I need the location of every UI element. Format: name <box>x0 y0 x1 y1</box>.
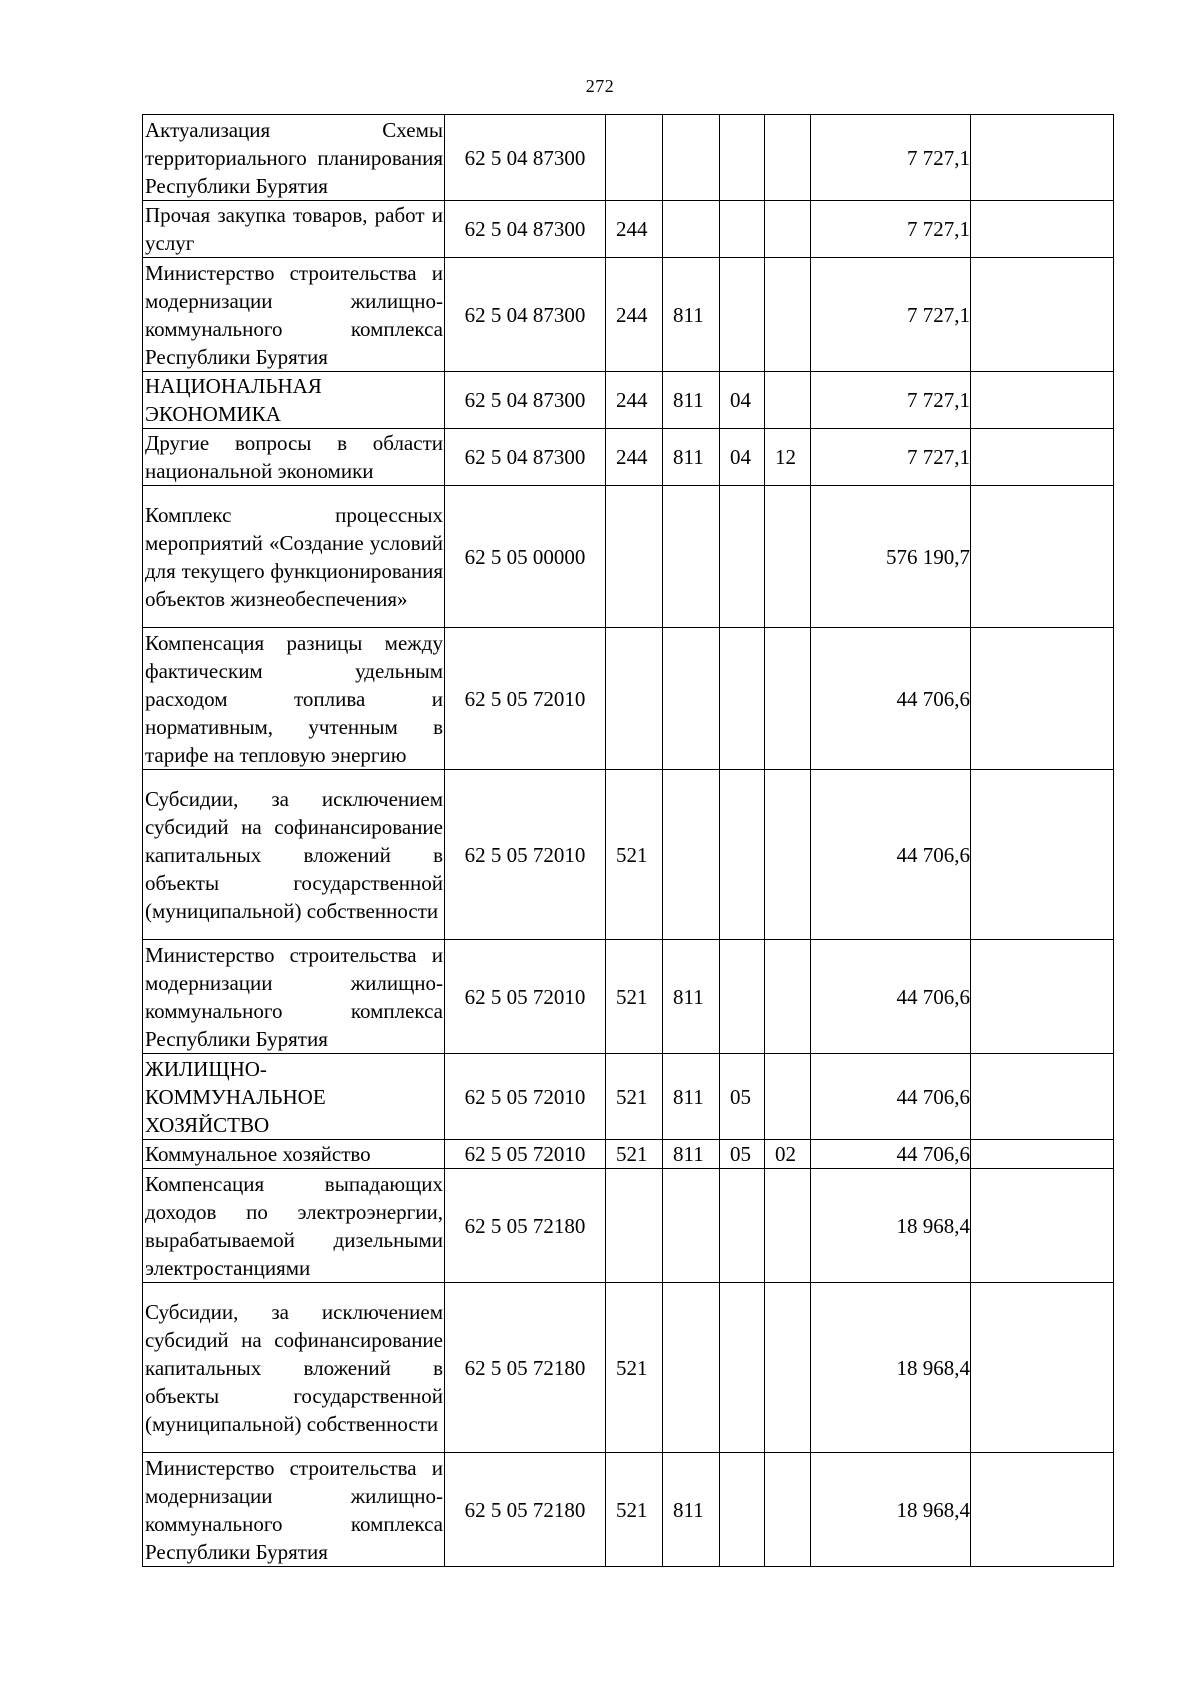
row-pr <box>765 940 811 1054</box>
row-extra <box>971 258 1114 372</box>
row-extra <box>971 1140 1114 1169</box>
row-vr: 244 <box>606 372 663 429</box>
row-name: Министерство строительства и модернизации жилищно-коммунального комплекса Республики Бурятия <box>143 258 445 372</box>
row-pr <box>765 258 811 372</box>
row-rz <box>720 1453 765 1567</box>
table-row <box>143 201 1114 258</box>
row-rz <box>720 486 765 628</box>
row-rz: 05 <box>720 1140 765 1169</box>
row-rz: 04 <box>720 429 765 486</box>
row-grbs <box>663 1169 720 1283</box>
row-pr <box>765 628 811 770</box>
row-code: 62 5 04 87300 <box>445 372 606 429</box>
table-row <box>143 486 1114 628</box>
row-grbs <box>663 628 720 770</box>
row-extra <box>971 201 1114 258</box>
row-pr <box>765 1283 811 1453</box>
row-name: НАЦИОНАЛЬНАЯ ЭКОНОМИКА <box>143 372 445 429</box>
table-row <box>143 372 1114 429</box>
row-vr: 521 <box>606 940 663 1054</box>
row-code: 62 5 05 72180 <box>445 1283 606 1453</box>
row-pr <box>765 486 811 628</box>
row-extra <box>971 372 1114 429</box>
row-pr <box>765 201 811 258</box>
row-grbs <box>663 201 720 258</box>
row-vr <box>606 628 663 770</box>
table-row <box>143 940 1114 1054</box>
row-extra <box>971 1169 1114 1283</box>
page-number: 272 <box>585 76 615 96</box>
row-code: 62 5 05 72010 <box>445 628 606 770</box>
row-code: 62 5 05 72010 <box>445 770 606 940</box>
row-code: 62 5 04 87300 <box>445 115 606 201</box>
row-sum: 44 706,6 <box>811 628 971 770</box>
row-sum: 7 727,1 <box>811 429 971 486</box>
row-grbs: 811 <box>663 429 720 486</box>
row-extra <box>971 1283 1114 1453</box>
row-sum: 44 706,6 <box>811 1140 971 1169</box>
row-rz <box>720 1283 765 1453</box>
row-vr: 521 <box>606 770 663 940</box>
row-rz: 04 <box>720 372 765 429</box>
row-name: Министерство строительства и модернизации жилищно-коммунального комплекса Республики Бурятия <box>143 940 445 1054</box>
row-rz <box>720 940 765 1054</box>
row-vr: 521 <box>606 1054 663 1140</box>
row-extra <box>971 1453 1114 1567</box>
row-grbs <box>663 115 720 201</box>
budget-table <box>142 114 1114 1567</box>
row-sum: 18 968,4 <box>811 1169 971 1283</box>
row-extra <box>971 429 1114 486</box>
row-grbs <box>663 1283 720 1453</box>
row-code: 62 5 05 72010 <box>445 1054 606 1140</box>
row-pr <box>765 372 811 429</box>
row-rz: 05 <box>720 1054 765 1140</box>
row-sum: 7 727,1 <box>811 201 971 258</box>
row-pr <box>765 1453 811 1567</box>
table-row <box>143 1140 1114 1169</box>
table-row <box>143 429 1114 486</box>
row-sum: 7 727,1 <box>811 115 971 201</box>
row-code: 62 5 05 72180 <box>445 1169 606 1283</box>
row-code: 62 5 04 87300 <box>445 429 606 486</box>
row-vr: 244 <box>606 429 663 486</box>
row-grbs: 811 <box>663 1054 720 1140</box>
row-grbs: 811 <box>663 258 720 372</box>
row-rz <box>720 201 765 258</box>
row-sum: 44 706,6 <box>811 770 971 940</box>
row-extra <box>971 628 1114 770</box>
row-pr <box>765 1054 811 1140</box>
row-sum: 7 727,1 <box>811 372 971 429</box>
row-pr: 12 <box>765 429 811 486</box>
row-code: 62 5 05 72180 <box>445 1453 606 1567</box>
row-sum: 44 706,6 <box>811 1054 971 1140</box>
row-name: Прочая закупка товаров, работ и услуг <box>143 201 445 258</box>
table-row <box>143 258 1114 372</box>
table-row <box>143 115 1114 201</box>
table-row <box>143 1054 1114 1140</box>
row-code: 62 5 05 00000 <box>445 486 606 628</box>
row-vr: 521 <box>606 1140 663 1169</box>
row-pr <box>765 115 811 201</box>
row-grbs: 811 <box>663 372 720 429</box>
row-rz <box>720 628 765 770</box>
row-extra <box>971 486 1114 628</box>
row-name: Актуализация Схемы территориального планирования Республики Бурятия <box>143 115 445 201</box>
row-sum: 576 190,7 <box>811 486 971 628</box>
row-vr: 521 <box>606 1453 663 1567</box>
row-grbs <box>663 486 720 628</box>
row-extra <box>971 115 1114 201</box>
row-name: Компенсация разницы между фактическим удельным расходом топлива и нормативным, учтенным в тарифе на тепловую энергию <box>143 628 445 770</box>
row-pr: 02 <box>765 1140 811 1169</box>
row-rz <box>720 258 765 372</box>
row-code: 62 5 04 87300 <box>445 258 606 372</box>
row-extra <box>971 770 1114 940</box>
row-grbs <box>663 770 720 940</box>
row-name: Субсидии, за исключением субсидий на софинансирование капитальных вложений в объекты государственной (муниципальной) собственности <box>143 770 445 940</box>
table-row <box>143 628 1114 770</box>
row-vr <box>606 1169 663 1283</box>
row-sum: 44 706,6 <box>811 940 971 1054</box>
row-vr: 244 <box>606 258 663 372</box>
row-code: 62 5 05 72010 <box>445 940 606 1054</box>
row-grbs: 811 <box>663 940 720 1054</box>
row-name: ЖИЛИЩНО-КОММУНАЛЬНОЕ ХОЗЯЙСТВО <box>143 1054 445 1140</box>
row-vr <box>606 486 663 628</box>
row-name: Коммунальное хозяйство <box>143 1140 445 1169</box>
row-sum: 18 968,4 <box>811 1453 971 1567</box>
row-name: Другие вопросы в области национальной экономики <box>143 429 445 486</box>
row-grbs: 811 <box>663 1140 720 1169</box>
row-extra <box>971 940 1114 1054</box>
row-extra <box>971 1054 1114 1140</box>
table-row <box>143 770 1114 940</box>
table-row <box>143 1169 1114 1283</box>
table-row <box>143 1283 1114 1453</box>
row-rz <box>720 115 765 201</box>
row-name: Субсидии, за исключением субсидий на софинансирование капитальных вложений в объекты государственной (муниципальной) собственности <box>143 1283 445 1453</box>
row-rz <box>720 770 765 940</box>
row-pr <box>765 770 811 940</box>
row-code: 62 5 05 72010 <box>445 1140 606 1169</box>
row-name: Компенсация выпадающих доходов по электроэнергии, вырабатываемой дизельными электростанциями <box>143 1169 445 1283</box>
row-name: Комплекс процессных мероприятий «Создание условий для текущего функционирования объектов жизнеобеспечения» <box>143 486 445 628</box>
row-grbs: 811 <box>663 1453 720 1567</box>
row-name: Министерство строительства и модернизации жилищно-коммунального комплекса Республики Бурятия <box>143 1453 445 1567</box>
table-row <box>143 1453 1114 1567</box>
row-vr <box>606 115 663 201</box>
row-sum: 18 968,4 <box>811 1283 971 1453</box>
row-pr <box>765 1169 811 1283</box>
row-rz <box>720 1169 765 1283</box>
row-vr: 244 <box>606 201 663 258</box>
row-vr: 521 <box>606 1283 663 1453</box>
row-code: 62 5 04 87300 <box>445 201 606 258</box>
row-sum: 7 727,1 <box>811 258 971 372</box>
